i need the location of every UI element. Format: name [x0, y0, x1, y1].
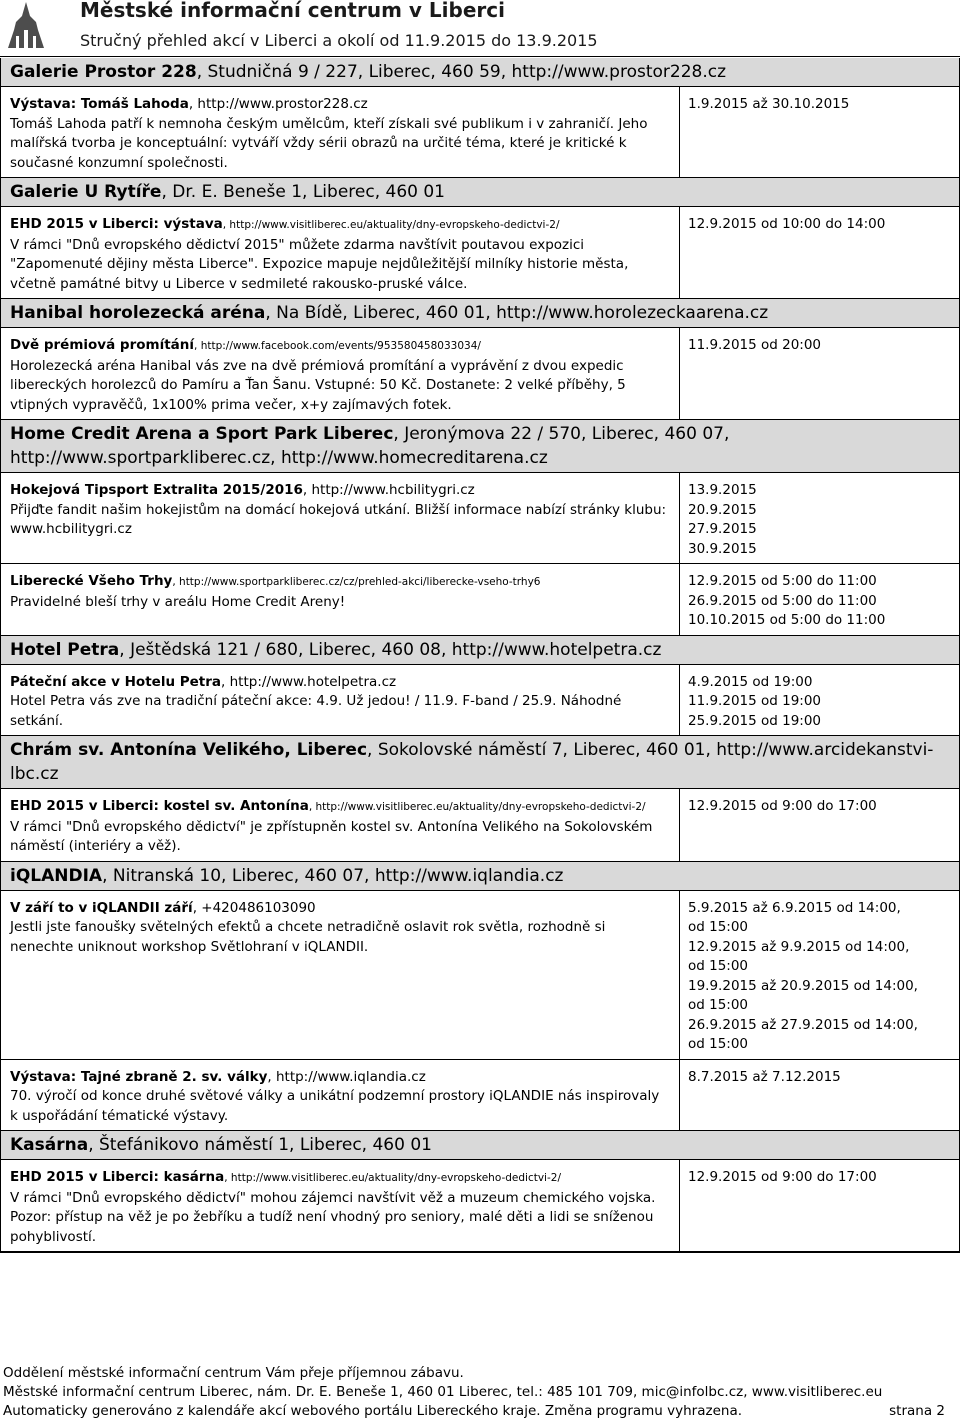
event-details: [1, 891, 680, 1059]
event-description: V rámci "Dnů evropského dědictví" mohou zájemci navštívit věž a muzeum chemického vojska. Pozor: přístup na věž je po žebříku a tudíž není vhodný pro seniory, malé děti a lidi se sníženou pohyblivostí.: [10, 1189, 656, 1245]
event-date: 8.7.2015 až 7.12.2015: [688, 1068, 841, 1085]
event-description: Hotel Petra vás zve na tradiční páteční akce: 4.9. Už jedou! / 11.9. F-band / 25.9. Náhodné setkání.: [10, 693, 622, 729]
event-row: [1, 207, 959, 299]
venue-name: Chrám sv. Antonína Velikého, Liberec: [10, 740, 368, 760]
event-row: [1, 789, 959, 862]
footer-disclaimer-row: [3, 1402, 953, 1421]
venue-header: [1, 1131, 959, 1160]
event-link[interactable]: , http://www.iqlandia.cz: [267, 1068, 426, 1085]
event-details: [1, 473, 680, 563]
event-title-line: [10, 1168, 670, 1189]
event-title: EHD 2015 v Liberci: kasárna: [10, 1169, 225, 1185]
venue-header: [1, 636, 959, 665]
event-title-line: [10, 215, 670, 236]
venue-address: , Na Bídě, Liberec, 460 01, http://www.horolezeckaarena.cz: [265, 303, 769, 323]
event-date: 12.9.2015 od 9:00 do 17:00: [688, 798, 877, 814]
event-description: 70. výročí od konce druhé světové války a unikátní podzemní prostory iQLANDIE nás inspirovaly k uspořádání tématické výstavy.: [10, 1088, 660, 1124]
document-subtitle: Stručný přehled akcí v Liberci a okolí od 11.9.2015 do 13.9.2015: [80, 31, 598, 50]
event-row: [1, 665, 959, 737]
event-title: EHD 2015 v Liberci: kostel sv. Antonína: [10, 798, 309, 814]
event-dates: [680, 1160, 959, 1251]
venue-name: iQLANDIA: [10, 865, 103, 886]
footer: [3, 1364, 953, 1421]
venue-address: , Studničná 9 / 227, Liberec, 460 59, http://www.prostor228.cz: [196, 62, 727, 82]
venue-header: [1, 299, 959, 328]
event-details: [1, 207, 680, 298]
event-row: [1, 1160, 959, 1252]
venue-address: , Ještědská 121 / 680, Liberec, 460 08, http://www.hotelpetra.cz: [119, 639, 662, 660]
event-date: 1.9.2015 až 30.10.2015: [688, 96, 850, 112]
venue-address: , Jeronýmova 22 / 570, Liberec, 460 07, http://www.sportparkliberec.cz, http://www.homecreditarena.cz: [10, 424, 730, 468]
event-dates: [680, 789, 959, 861]
event-dates: [680, 1060, 959, 1131]
event-dates: [680, 564, 959, 635]
event-details: [1, 564, 680, 635]
event-details: [1, 665, 680, 736]
event-date: 12.9.2015 od 5:00 do 11:00: [688, 573, 877, 589]
venue-name: Galerie U Rytíře: [10, 182, 162, 202]
event-date: 13.9.2015: [688, 482, 757, 498]
event-dates: [680, 473, 959, 563]
footer-contact: Městské informační centrum Liberec, nám. Dr. E. Beneše 1, 460 01 Liberec, tel.: 485 101 709, mic@infolbc.cz, www.visitliberec.eu: [3, 1384, 883, 1400]
venue-address: , Nitranská 10, Liberec, 460 07, http://www.iqlandia.cz: [102, 865, 564, 886]
event-title-line: [10, 1068, 670, 1088]
venue-header: [1, 736, 959, 789]
event-title: Dvě prémiová promítání: [10, 337, 195, 353]
event-date: 20.9.2015: [688, 501, 757, 518]
event-description: V rámci "Dnů evropského dědictví" je zpřístupněn kostel sv. Antonína Velikého na Sokolovském náměstí (interiéry a věž).: [10, 818, 653, 854]
venue-name: Galerie Prostor 228: [10, 62, 197, 82]
document-title: Městské informační centrum v Liberci: [80, 0, 505, 22]
event-title: Výstava: Tajné zbraně 2. sv. války: [10, 1068, 268, 1085]
event-description: V rámci "Dnů evropského dědictví 2015" můžete zdarma navštívit poutavou expozici "Zapomenuté dějiny města Liberce". Expozice mapuje nejdůležitější milníky historie města, včetně památné bitvy u Liberce v sedmileté rakousko-pruské válce.: [10, 236, 629, 292]
event-row: [1, 891, 959, 1060]
venue-address: , Sokolovské náměstí 7, Liberec, 460 01, http://www.arcidekanstvi-lbc.cz: [10, 740, 934, 784]
event-title: V září to v iQLANDII září: [10, 899, 193, 916]
event-title-line: [10, 95, 670, 115]
event-description: Tomáš Lahoda patří k nemnoha českým umělcům, kteří získali své publikum i v zahraničí. Jeho malířská tvorba je konceptuální: vytváří vždy sérii obrazů na určité téma, které je kritické k současné konzumní společnosti.: [10, 115, 648, 171]
event-row: [1, 328, 959, 420]
venue-header: [1, 58, 959, 87]
liberec-city-hall-logo-icon: [4, 0, 48, 50]
event-link[interactable]: , http://www.facebook.com/events/953580458033034/: [194, 340, 481, 352]
event-details: [1, 1160, 680, 1251]
event-date: 12.9.2015 od 9:00 do 17:00: [688, 1169, 877, 1185]
event-date: od 15:00: [688, 958, 749, 974]
footer-greeting: Oddělení městské informační centrum Vám přeje příjemnou zábavu.: [3, 1365, 464, 1381]
event-link[interactable]: , http://www.visitliberec.eu/aktuality/dny-evropskeho-dedictvi-2/: [222, 219, 560, 231]
event-title: Liberecké Všeho Trhy: [10, 573, 173, 589]
event-date: od 15:00: [688, 1036, 749, 1052]
event-dates: [680, 87, 959, 177]
event-title-line: [10, 572, 670, 593]
event-date: 26.9.2015 od 5:00 do 11:00: [688, 592, 877, 609]
page-number: strana 2: [889, 1403, 945, 1419]
event-date: 11.9.2015 od 20:00: [688, 337, 822, 353]
event-date: 30.9.2015: [688, 540, 757, 557]
venue-header: [1, 862, 959, 891]
event-link[interactable]: , +420486103090: [192, 899, 316, 916]
venue-address: , Dr. E. Beneše 1, Liberec, 460 01: [161, 182, 445, 202]
event-date: od 15:00: [688, 919, 749, 935]
events-table: [0, 58, 960, 1253]
event-details: [1, 789, 680, 861]
event-link[interactable]: , http://www.visitliberec.eu/aktuality/dny-evropskeho-dedictvi-2/: [224, 1172, 561, 1184]
event-description: Horolezecká aréna Hanibal vás zve na dvě prémiová promítání a vyprávění z dvou expedic libereckých horolezců do Pamíru a Ťan Šanu. Vstupné: 50 Kč. Dostanete: 2 velké příběhy, 5 vtipných vypravěčů, 1x100% prima večer, x+y zajímavých fotek.: [10, 357, 626, 413]
event-date: 10.10.2015 od 5:00 do 11:00: [688, 612, 886, 628]
header-divider: [0, 56, 960, 57]
event-link[interactable]: , http://www.prostor228.cz: [188, 96, 368, 112]
event-title-line: [10, 797, 670, 818]
venue-name: Hotel Petra: [10, 639, 120, 660]
venue-header: [1, 420, 959, 473]
event-row: [1, 564, 959, 636]
event-date: 5.9.2015 až 6.9.2015 od 14:00,: [688, 899, 901, 916]
event-date: 4.9.2015 od 19:00: [688, 673, 813, 690]
event-description: Pravidelné bleší trhy v areálu Home Credit Areny!: [10, 593, 346, 610]
event-dates: [680, 665, 959, 736]
event-link[interactable]: , http://www.visitliberec.eu/aktuality/dny-evropskeho-dedictvi-2/: [308, 801, 646, 813]
venue-name: Home Credit Arena a Sport Park Liberec: [10, 424, 394, 444]
venue-header: [1, 178, 959, 207]
event-details: [1, 87, 680, 177]
footer-disclaimer: Automaticky generováno z kalendáře akcí webového portálu Libereckého kraje. Změna programu vyhrazena.: [3, 1403, 743, 1419]
event-title-line: [10, 673, 670, 693]
event-row: [1, 87, 959, 178]
event-title: Hokejová Tipsport Extralita 2015/2016: [10, 482, 303, 498]
event-dates: [680, 891, 959, 1059]
event-link[interactable]: , http://www.hotelpetra.cz: [221, 673, 397, 690]
event-dates: [680, 207, 959, 298]
event-description: Jestli jste fanoušky světelných efektů a chcete netradičně oslavit rok světla, rozhodně si nenechte uniknout workshop Světlohraní v iQLANDII.: [10, 919, 606, 955]
event-date: 12.9.2015 od 10:00 do 14:00: [688, 216, 886, 232]
event-description: Přijďte fandit našim hokejistům na domácí hokejová utkání. Bližší informace nabízí stránky klubu: www.hcbilitygri.cz: [10, 501, 667, 537]
venue-name: Kasárna: [10, 1135, 89, 1155]
event-details: [1, 328, 680, 419]
event-title: EHD 2015 v Liberci: výstava: [10, 216, 223, 232]
venue-name: Hanibal horolezecká aréna: [10, 303, 266, 323]
event-title-line: [10, 481, 670, 501]
event-row: [1, 1060, 959, 1132]
event-date: 27.9.2015: [688, 521, 757, 537]
event-title: Páteční akce v Hotelu Petra: [10, 673, 222, 690]
event-row: [1, 473, 959, 564]
event-date: 11.9.2015 od 19:00: [688, 693, 822, 709]
event-date: 25.9.2015 od 19:00: [688, 712, 822, 729]
event-date: od 15:00: [688, 997, 749, 1013]
event-link[interactable]: , http://www.hcbilitygri.cz: [302, 482, 475, 498]
venue-address: , Štefánikovo náměstí 1, Liberec, 460 01: [88, 1135, 432, 1155]
event-dates: [680, 328, 959, 419]
event-title-line: [10, 899, 670, 919]
event-date: 19.9.2015 až 20.9.2015 od 14:00,: [688, 977, 918, 994]
event-date: 26.9.2015 až 27.9.2015 od 14:00,: [688, 1016, 918, 1033]
event-date: 12.9.2015 až 9.9.2015 od 14:00,: [688, 938, 910, 955]
event-link[interactable]: , http://www.sportparkliberec.cz/cz/prehled-akci/liberecke-vseho-trhy6: [172, 576, 541, 588]
event-title: Výstava: Tomáš Lahoda: [10, 96, 189, 112]
event-details: [1, 1060, 680, 1131]
event-title-line: [10, 336, 670, 357]
